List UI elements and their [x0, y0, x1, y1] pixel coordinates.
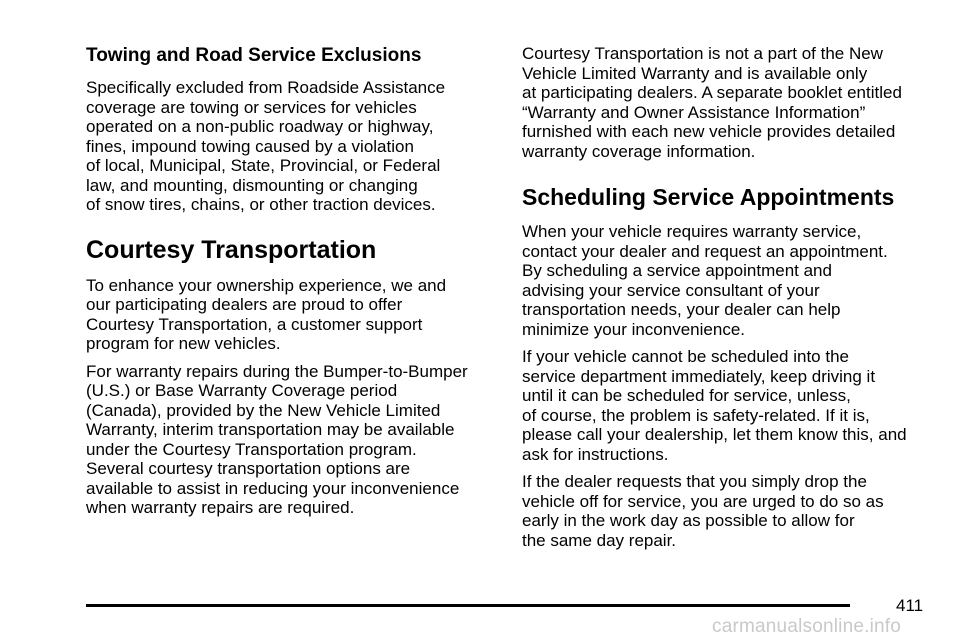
left-column: [86, 44, 506, 526]
footer-rule: [86, 604, 850, 607]
scheduling-paragraph-1: When your vehicle requires warranty service, contact your dealer and request an appointment. By scheduling a service appointment and advising your service consultant of your transportation needs, your dealer can help minimize your inconvenience.: [522, 222, 888, 339]
scheduling-service-heading: Scheduling Service Appointments: [522, 184, 895, 210]
towing-exclusions-paragraph: Specifically excluded from Roadside Assistance coverage are towing or services for vehicles operated on a non-public roadway or highway, fines, impound towing caused by a violation of local, Municipal, State, Provincial, or Federal law, and mounting, dismounting or changing of snow tires, chains, or other traction devices.: [86, 78, 446, 214]
scheduling-paragraph-3: If the dealer requests that you simply drop the vehicle off for service, you are urged to do so as early in the work day as possible to allow for the same day repair.: [522, 472, 884, 550]
courtesy-intro-paragraph: To enhance your ownership experience, we and our participating dealers are proud to offer Courtesy Transportation, a customer support program for new vehicles.: [86, 275, 447, 353]
right-column: [522, 44, 942, 558]
towing-exclusions-heading: Towing and Road Service Exclusions: [86, 45, 422, 66]
courtesy-transportation-heading: Courtesy Transportation: [86, 235, 377, 264]
courtesy-continued-paragraph: Courtesy Transportation is not a part of the New Vehicle Limited Warranty and is available only at participating dealers. A separate booklet entitled “Warranty and Owner Assistance Information” furnished with each new vehicle provides detailed warranty coverage information.: [522, 44, 902, 161]
scheduling-paragraph-2: If your vehicle cannot be scheduled into the service department immediately, keep driving it until it can be scheduled for service, unless, of course, the problem is safety-related. If it is, please call your dealership, let them know this, and ask for instructions.: [522, 347, 907, 464]
watermark: carmanualsonline.info: [712, 616, 902, 637]
courtesy-warranty-paragraph: For warranty repairs during the Bumper-to-Bumper (U.S.) or Base Warranty Coverage period (Canada), provided by the New Vehicle Limited Warranty, interim transportation may be available under the Courtesy Transportation program. Several courtesy transportation options are available to assist in reducing your inconvenience when warranty repairs are required.: [86, 361, 468, 517]
page-number: 411: [896, 596, 924, 615]
